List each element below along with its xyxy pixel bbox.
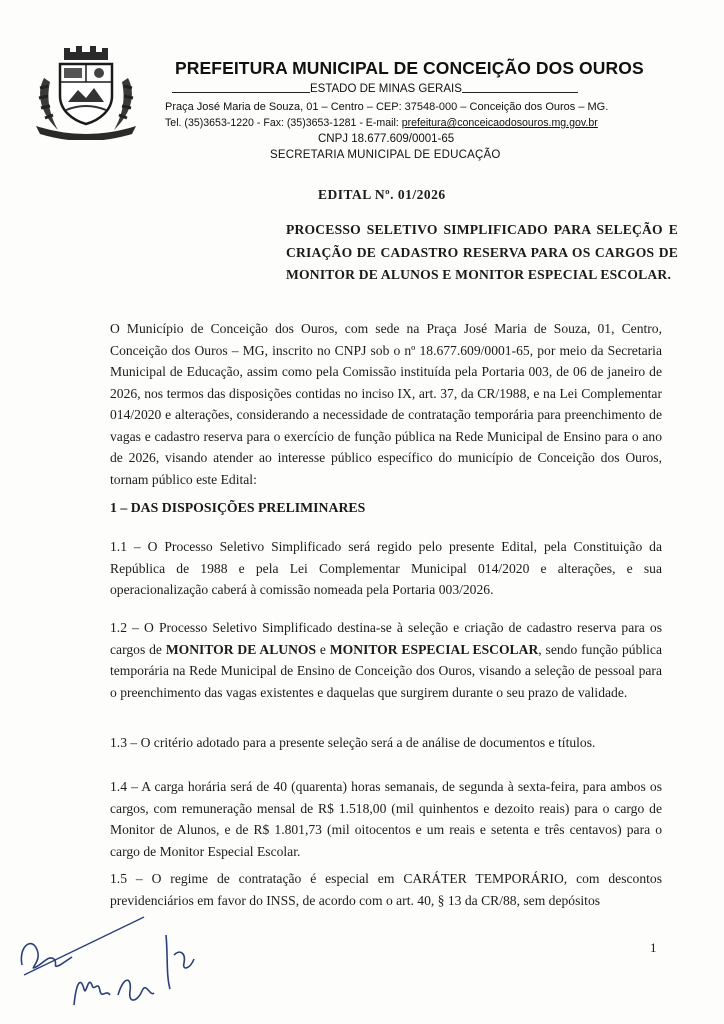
municipality-title: PREFEITURA MUNICIPAL DE CONCEIÇÃO DOS OUROS: [175, 58, 644, 78]
item-1-2-intro: 1.2 – O Processo Seletivo Simplificado destina-se à seleção e criação de cadastro reserva para os cargos de: [110, 620, 662, 657]
address-line: Praça José Maria de Souza, 01 – Centro – CEP: 37548-000 – Conceição dos Ouros – MG.: [165, 101, 609, 113]
rule-left: [172, 92, 310, 93]
signature-marks-icon: [14, 905, 224, 1020]
item-1-4: 1.4 – A carga horária será de 40 (quarenta) horas semanais, de segunda à sexta-feira, para ambos os cargos, com remuneração mensal de R$ 1.518,00 (mil quinhentos e dezoito reais) para o cargo de Monitor de Alunos, e de R$ 1.801,73 (mil oitocentos e um reais e setenta e três centavos) para o cargo de Monitor Especial Escolar.: [110, 779, 662, 859]
item-1-5: 1.5 – O regime de contratação é especial em CARÁTER TEMPORÁRIO, com descontos previdenciários em favor do INSS, de acordo com o art. 40, § 13 da CR/88, sem depósitos: [110, 871, 662, 908]
section-heading-1: 1 – DAS DISPOSIÇÕES PRELIMINARES: [110, 500, 366, 515]
edital-subject: PROCESSO SELETIVO SIMPLIFICADO PARA SELEÇÃO E CRIAÇÃO DE CADASTRO RESERVA PARA OS CARGOS DE MONITOR DE ALUNOS E MONITOR ESPECIAL ESCOLAR.: [286, 222, 678, 282]
state-name: ESTADO DE MINAS GERAIS: [310, 83, 462, 95]
item-1-3: 1.3 – O critério adotado para a presente seleção será a de análise de documentos e títulos.: [110, 735, 596, 750]
state-line: [172, 83, 578, 95]
item-1-2: [110, 617, 662, 703]
item-1-2-rest: , sendo função pública temporária na Rede Municipal de Ensino de Conceição dos Ouros, visando a seleção de pessoal para o preenchimento das vagas existentes e daquelas que surgirem durante o seu prazo de validade.: [110, 641, 662, 700]
email-link[interactable]: prefeitura@conceicaodosouros.mg.gov.br: [401, 117, 598, 129]
coat-of-arms-icon: [26, 38, 146, 140]
role-monitor-alunos: MONITOR DE ALUNOS: [165, 641, 317, 657]
contact-line: [165, 117, 598, 129]
role-monitor-especial: MONITOR ESPECIAL ESCOLAR: [329, 641, 539, 657]
intro-paragraph: O Município de Conceição dos Ouros, com sede na Praça José Maria de Souza, 01, Centro, Conceição dos Ouros – MG, inscrito no CNPJ sob o nº 18.677.609/0001-65, por meio da Secretaria Municipal de Educação, assim como pela Comissão instituída pela Portaria 003, de 06 de janeiro de 2026, nos termos das disposições contidas no inciso IX, art. 37, da CR/1988, e na Lei Complementar 014/2020 e alterações, considerando a necessidade de contratação temporária para preenchimento de vagas e cadastro reserva para o exercício de função pública na Rede Municipal de Ensino para o ano de 2026, visando atender ao interesse público específico do município de Conceição dos Ouros, tornam público este Edital:: [110, 321, 662, 487]
phone-fax: Tel. (35)3653-1220 - Fax: (35)3653-1281 - E-mail:: [165, 117, 402, 129]
item-1-2-and: e: [316, 641, 330, 657]
secretaria-line: SECRETARIA MUNICIPAL DE EDUCAÇÃO: [270, 149, 501, 161]
rule-right: [462, 92, 578, 93]
item-1-1: 1.1 – O Processo Seletivo Simplificado será regido pelo presente Edital, pela Constituição da República de 1988 e pela Lei Complementar Municipal 014/2020 e alterações, e sua operacionalização caberá à comissão nomeada pela Portaria 003/2026.: [110, 539, 662, 597]
page-number: 1: [650, 940, 657, 955]
cnpj-line: CNPJ 18.677.609/0001-65: [318, 133, 455, 145]
edital-number: EDITAL Nº. 01/2026: [318, 187, 446, 202]
